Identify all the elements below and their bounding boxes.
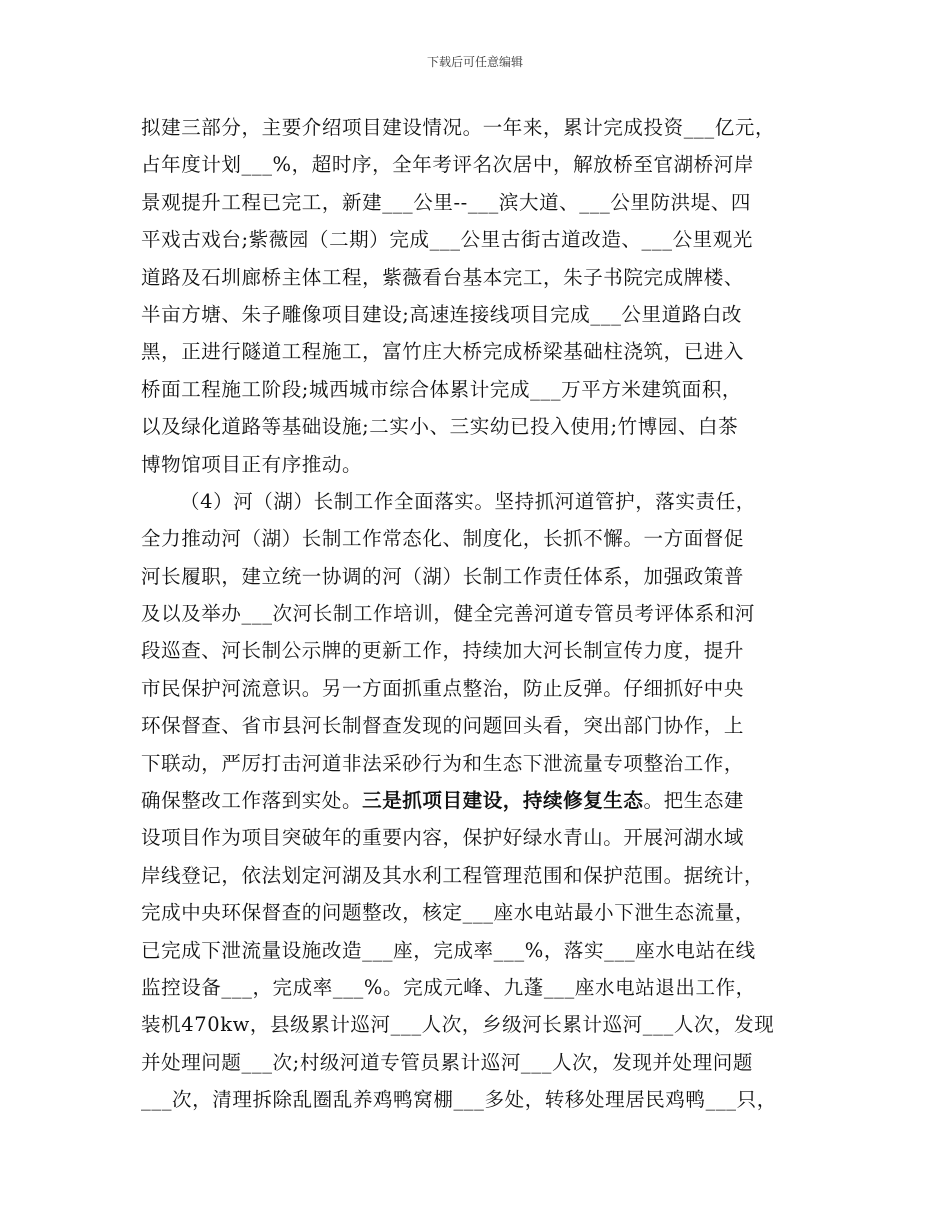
text-line: 博物馆项目正有序推动。 (141, 452, 363, 476)
text-line: 市民保护河流意识。另一方面抓重点整治，防止反弹。仔细抓好中央 (141, 676, 745, 700)
text-line: 监控设备___，完成率___%。完成元峰、九蓬___座水电站退出工作， (141, 975, 756, 999)
text-line: 全力推动河（湖）长制工作常态化、制度化，长抓不懈。一方面督促 (141, 527, 745, 551)
text-line: 桥面工程施工阶段;城西城市综合体累计完成___万平方米建筑面积， (141, 377, 743, 401)
text-line: 河长履职，建立统一协调的河（湖）长制工作责任体系，加强政策普 (141, 564, 745, 588)
bold-heading-inline: 三是抓项目建设，持续修复生态 (362, 789, 644, 813)
text-line: 平戏古戏台;紫薇园（二期）完成___公里古街古道改造、___公里观光 (141, 228, 753, 252)
text-line: 并处理问题___次;村级河道专管员累计巡河___人次，发现并处理问题 (141, 1050, 753, 1074)
text-line: ___次，清理拆除乱圈乱养鸡鸭窝棚___多处，转移处理居民鸡鸭___只， (141, 1088, 777, 1112)
text-line: 拟建三部分，主要介绍项目建设情况。一年来，累计完成投资___亿元， (141, 116, 776, 139)
page-header: 下载后可任意编辑 (426, 55, 523, 69)
text-line: 设项目作为项目突破年的重要内容，保护好绿水青山。开展河湖水域 (141, 826, 745, 850)
text-line: 段巡查、河长制公示牌的更新工作，持续加大河长制宣传力度，提升 (141, 639, 745, 663)
text-line: 下联动，严厉打击河道非法采砂行为和生态下泄流量专项整治工作， (141, 751, 745, 775)
text-line: 岸线登记，依法划定河湖及其水利工程管理范围和保护范围。据统计， (141, 863, 765, 887)
text-segment: 确保整改工作落到实处。 (141, 789, 363, 813)
text-line: 黑，正进行隧道工程施工，富竹庄大桥完成桥梁基础柱浇筑，已进入 (141, 340, 745, 364)
text-line: 以及绿化道路等基础设施;二实小、三实幼已投入使用;竹博园、白茶 (141, 415, 739, 439)
text-segment: 。把生态建 (643, 789, 745, 813)
text-line: 景观提升工程已完工，新建___公里--___滨大道、___公里防洪堤、四 (141, 190, 752, 214)
text-line: 占年度计划___%，超时序，全年考评名次居中，解放桥至官湖桥河岸 (141, 153, 754, 177)
text-line: 完成中央环保督查的问题整改，核定___座水电站最小下泄生态流量， (141, 901, 755, 925)
text-line: 道路及石圳廊桥主体工程，紫薇看台基本完工，朱子书院完成牌楼、 (141, 265, 745, 289)
paragraph-start-line: （4）河（湖）长制工作全面落实。坚持抓河道管护，落实责任， (180, 489, 756, 513)
text-line: 已完成下泄流量设施改造___座，完成率___%，落实___座水电站在线 (141, 938, 756, 962)
text-line-mixed (141, 782, 821, 819)
text-line: 及以及举办___次河长制工作培训，健全完善河道专管员考评体系和河 (141, 602, 755, 626)
text-line: 半亩方塘、朱子雕像项目建设;高速连接线项目完成___公里道路白改 (141, 302, 743, 326)
text-line: 装机470kw，县级累计巡河___人次，乡级河长累计巡河___人次，发现 (141, 1013, 775, 1037)
document-body (141, 109, 821, 1119)
text-line: 环保督查、省市县河长制督查发现的问题回头看，突出部门协作，上 (141, 714, 745, 738)
